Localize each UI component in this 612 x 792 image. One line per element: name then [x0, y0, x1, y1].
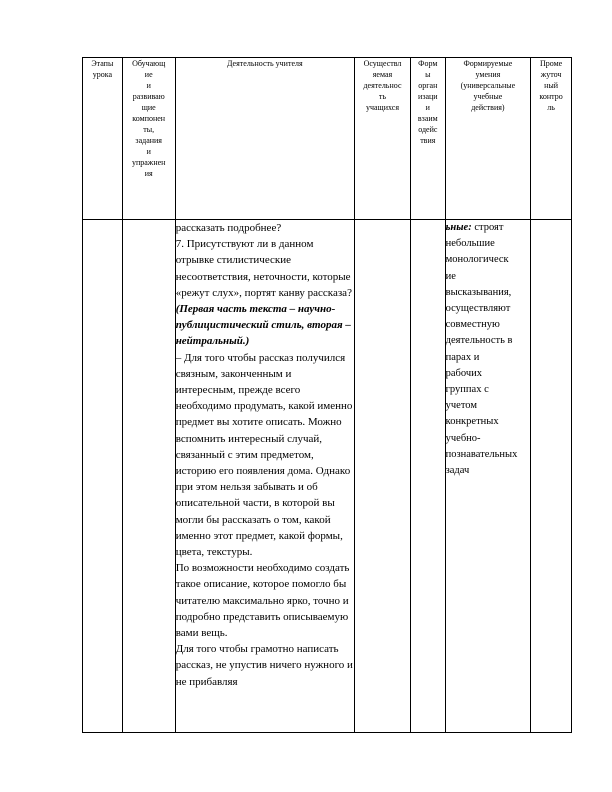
header-line: ный [544, 81, 559, 90]
header-line: Проме [539, 59, 563, 68]
skills-line: строят [474, 222, 504, 233]
header-line: развиваю [132, 92, 165, 101]
skills-line: конкретных [445, 416, 499, 428]
header-line: и [146, 81, 151, 90]
header-teacher: Деятельность учителя [175, 58, 354, 220]
skills-line: учетом [445, 400, 477, 412]
header-line: упражнен [131, 158, 166, 167]
skills-line: совместную [445, 319, 500, 331]
header-line: ия [144, 169, 153, 178]
teacher-italic-note: (Первая часть текста – научно-публицистический стиль, вторая – нейтральный.) [175, 303, 351, 348]
lesson-table [82, 57, 572, 733]
header-line: задания [135, 136, 162, 145]
header-line: Форм [418, 59, 438, 68]
header-skills [445, 58, 531, 220]
header-line: контро [539, 92, 563, 101]
teacher-paragraph: По возможности необходимо создать такое описание, которое помогло бы читателю максимально ярко, точно и подробно представить описываемую вами вещь. [175, 562, 350, 640]
header-line: жуточ [540, 70, 562, 79]
header-line: ль [547, 103, 555, 112]
header-line: действия) [471, 103, 505, 112]
header-forms [411, 58, 446, 220]
skills-line: парах и [445, 351, 480, 363]
header-line: орган [418, 81, 438, 90]
header-row [83, 58, 572, 220]
skills-line: группах с [445, 384, 489, 396]
skills-line: ие [445, 270, 456, 282]
header-line: компонен [132, 114, 166, 123]
cell-stage [83, 220, 123, 733]
header-line: ть [378, 92, 387, 101]
header-line: и [425, 103, 430, 112]
header-line: взаим [417, 114, 438, 123]
skills-line: задач [445, 465, 470, 477]
skills-line: высказывания, [445, 286, 512, 298]
header-line: ты, [143, 125, 155, 134]
header-line: ие [144, 70, 153, 79]
header-students [354, 58, 410, 220]
cell-teacher-activity [175, 220, 354, 733]
header-line: ы [425, 70, 431, 79]
cell-skills [445, 220, 531, 733]
teacher-paragraph: рассказать подробнее? [175, 222, 282, 234]
header-line: Обучающ [132, 59, 166, 68]
teacher-paragraph: – Для того чтобы рассказ получился связным, законченным и интересным, прежде всего необходимо продумать, какой именно предмет вы хотите описать. Можно вспомнить интересный случай, связанный с этим предметом, историю его появления дома. Однако при этом нельзя забывать и об описательной части, в которой вы могли бы рассказать о том, какой именно этот предмет, какой формы, цвета, текстуры. [175, 351, 353, 559]
header-line: Формируемые [463, 59, 513, 68]
cell-students [354, 220, 410, 733]
skills-line: небольшие [445, 238, 495, 250]
header-line: учебные [473, 92, 503, 101]
header-line: щие [141, 103, 156, 112]
skills-line: деятельность в [445, 335, 513, 347]
header-line: одейс [418, 125, 438, 134]
header-line: Осуществл [363, 59, 402, 68]
skills-lead: ьные: [445, 222, 472, 233]
header-line: учащихся [365, 103, 399, 112]
skills-line: монологическ [445, 254, 509, 266]
header-control [531, 58, 572, 220]
table-row [83, 220, 572, 733]
header-line: яемая [372, 70, 393, 79]
header-line: умения [475, 70, 501, 79]
cell-control [531, 220, 572, 733]
skills-line: познавательных [445, 448, 518, 460]
teacher-paragraph: 7. Присутствуют ли в данном отрывке стилистические несоответствия, неточности, которые «режут слух», портят канву рассказа? (Первая часть текста – научно-публицистический стиль, вторая – нейтральный.) [175, 238, 352, 348]
skills-line: рабочих [445, 367, 483, 379]
skills-line: осуществляют [445, 303, 511, 315]
header-stage: Этапы урока [83, 58, 123, 220]
header-line: изаци [418, 92, 438, 101]
header-line: и [146, 147, 151, 156]
header-line: твия [420, 136, 436, 145]
header-line: (универсальные [460, 81, 516, 90]
header-line: деятельнос [363, 81, 402, 90]
cell-tasks [122, 220, 175, 733]
teacher-paragraph: Для того чтобы грамотно написать рассказ, не упустив ничего нужного и не прибавляя [175, 643, 353, 688]
cell-forms [411, 220, 446, 733]
header-tasks [122, 58, 175, 220]
skills-line: учебно- [445, 432, 481, 444]
